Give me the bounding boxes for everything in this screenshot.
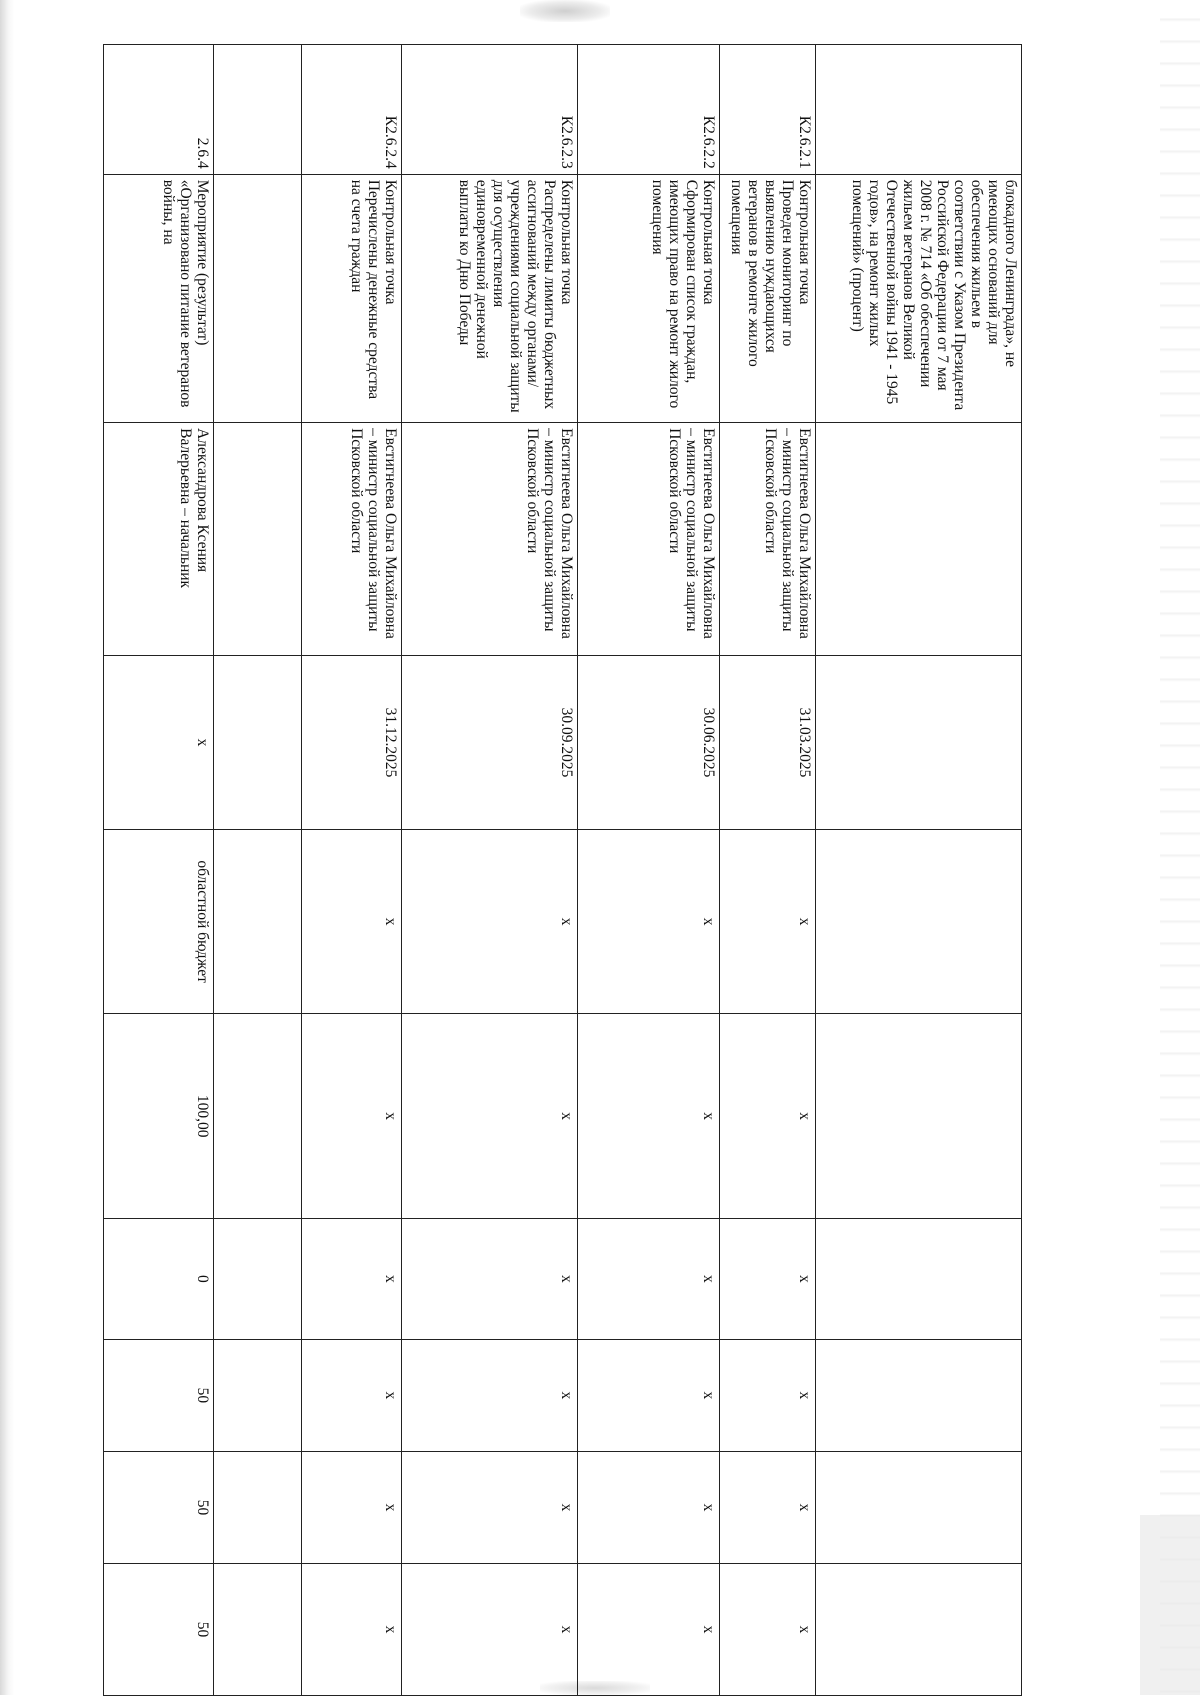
value-col-5 [816,1564,1022,1696]
value-col-5: x [578,1564,720,1696]
value-col-5 [214,1564,302,1696]
table-row [816,45,1022,1696]
value-col-5: x [720,1564,816,1696]
value-col-4: x [302,1451,402,1563]
value-total [214,1014,302,1218]
responsible-person: Евстигнеева Ольга Михайловна – министр социальной защиты Псковской области [720,423,816,656]
deadline-date [214,656,302,830]
table-row [302,45,402,1696]
funding-source: x [720,829,816,1014]
responsible-person: Евстигнеева Ольга Михайловна – министр социальной защиты Псковской области [302,423,402,656]
row-number [816,45,1022,175]
value-col-2: 0 [104,1218,214,1339]
value-col-2 [816,1218,1022,1339]
value-col-3 [214,1339,302,1451]
scan-edge-left [0,0,14,1695]
row-number: К2.6.2.1 [720,45,816,175]
value-total: x [720,1014,816,1218]
table-row [402,45,578,1696]
value-col-3: x [720,1339,816,1451]
funding-source [214,829,302,1014]
value-col-3: x [302,1339,402,1451]
measure-name: Контрольная точка Проведен мониторинг по выявлению нуждающихся ветеранов в ремонте жилого помещения [720,174,816,422]
responsible-person: Евстигнеева Ольга Михайловна – министр социальной защиты Псковской области [402,423,578,656]
table-row [104,45,214,1696]
value-col-5: 50 [104,1564,214,1696]
deadline-date: 30.09.2025 [402,656,578,830]
row-number: К2.6.2.3 [402,45,578,175]
measure-name: Контрольная точка Сформирован список граждан, имеющих право на ремонт жилого помещения [578,174,720,422]
scan-top-blot [520,0,610,22]
value-col-4: x [402,1451,578,1563]
value-col-4: 50 [104,1451,214,1563]
value-col-4 [214,1451,302,1563]
measure-name: блокадного Ленинграда», не имеющих оснований для обеспечения жильем в соответствии с Указом Президента Российской Федерации от 7 мая 2008 г. № 714 «Об обеспечении жильем ветеранов Великой Отечественной войны 1941 - 1945 годов», на ремонт жилых помещений» (процент) [816,174,1022,422]
value-col-3: 50 [104,1339,214,1451]
value-col-3: x [578,1339,720,1451]
value-col-2: x [578,1218,720,1339]
value-col-2 [214,1218,302,1339]
scan-edge-right-shadow [1140,1515,1200,1695]
value-total: x [578,1014,720,1218]
deadline-date: 31.12.2025 [302,656,402,830]
value-col-4: x [720,1451,816,1563]
responsible-person: Александрова Ксения Валерьевна – начальник [104,423,214,656]
deadline-date: 30.06.2025 [578,656,720,830]
value-total: x [302,1014,402,1218]
responsible-person: Евстигнеева Ольга Михайловна – министр социальной защиты Псковской области [578,423,720,656]
responsible-person [816,423,1022,656]
measure-name: Контрольная точка Перечислены денежные средства на счета граждан [302,174,402,422]
table-row [720,45,816,1696]
funding-source: областной бюджет [104,829,214,1014]
value-col-5: x [402,1564,578,1696]
value-col-3: x [402,1339,578,1451]
measures-table [103,44,1022,1696]
row-number: К2.6.2.4 [302,45,402,175]
row-number: К2.6.2.2 [578,45,720,175]
funding-source: x [578,829,720,1014]
value-total [816,1014,1022,1218]
row-number [214,45,302,175]
value-col-2: x [720,1218,816,1339]
responsible-person [214,423,302,656]
deadline-date: 31.03.2025 [720,656,816,830]
value-col-2: x [402,1218,578,1339]
scan-edge-right [1160,0,1200,1695]
funding-source: x [302,829,402,1014]
value-col-4: x [578,1451,720,1563]
measure-name [214,174,302,422]
deadline-date [816,656,1022,830]
value-col-3 [816,1339,1022,1451]
table-row [578,45,720,1696]
value-col-4 [816,1451,1022,1563]
funding-source [816,829,1022,1014]
deadline-date: x [104,656,214,830]
measure-name: Мероприятие (результат) «Организовано питание ветеранов войны, на [104,174,214,422]
value-total: x [402,1014,578,1218]
value-total: 100,00 [104,1014,214,1218]
measure-name: Контрольная точка Распределены лимиты бюджетных ассигнований между органами/учреждениями социальной защиты для осуществления единовременной денежной выплаты ко Дню Победы [402,174,578,422]
value-col-5: x [302,1564,402,1696]
funding-source: x [402,829,578,1014]
row-number: 2.6.4 [104,45,214,175]
table-row [214,45,302,1696]
value-col-2: x [302,1218,402,1339]
rotated-table-wrapper [104,44,1022,1696]
